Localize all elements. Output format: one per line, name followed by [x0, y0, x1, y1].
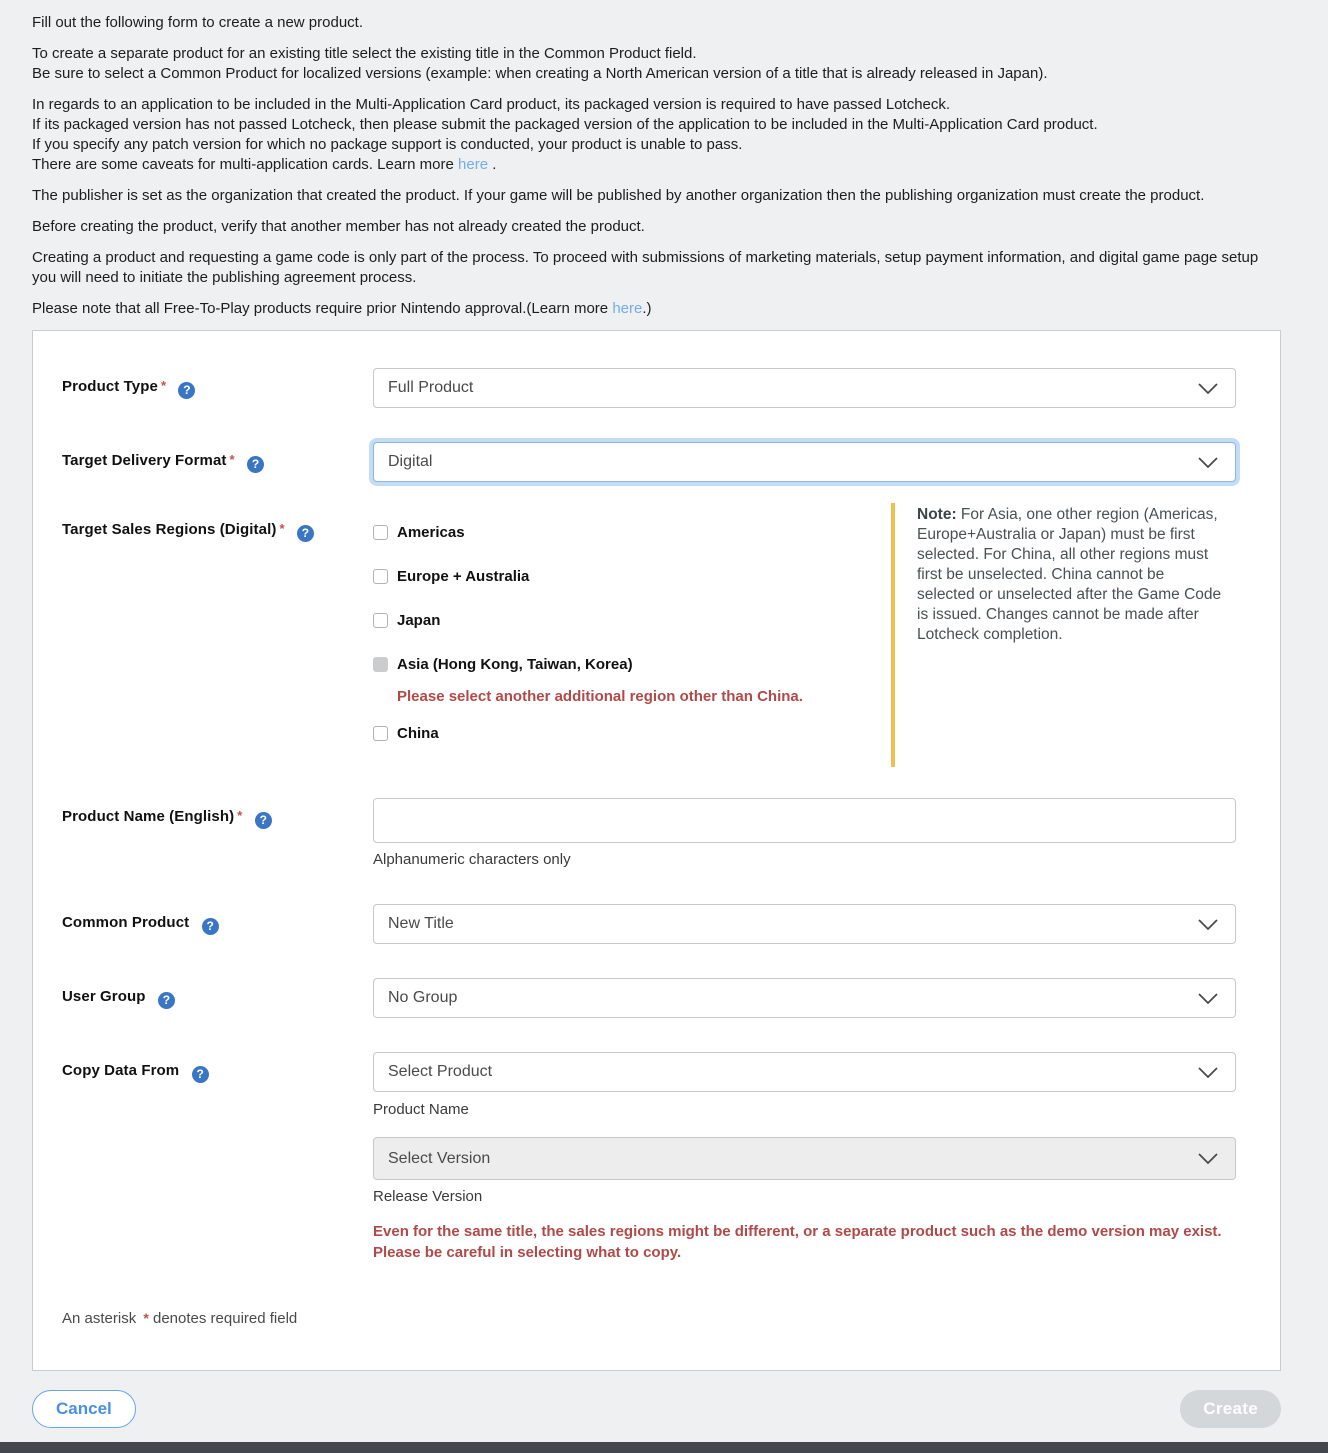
- regions-note: [891, 503, 1236, 767]
- form-row-user-group: [62, 978, 1236, 1018]
- copy-data-from-label: Copy Data From: [62, 1062, 180, 1079]
- intro-paragraph: [32, 13, 1281, 33]
- checkbox-label: Japan: [397, 611, 441, 629]
- user-group-label-cell: [62, 978, 373, 1018]
- copy-version-value: Select Version: [388, 1149, 491, 1167]
- form-row-product-type: [62, 368, 1236, 408]
- required-asterisk: *: [279, 521, 285, 536]
- chevron-down-icon: [1197, 1152, 1219, 1165]
- target-sales-regions-label: Target Sales Regions (Digital): [62, 521, 277, 538]
- product-name-input[interactable]: [373, 798, 1236, 843]
- checkbox-label: Asia (Hong Kong, Taiwan, Korea): [397, 655, 633, 673]
- target-delivery-format-label: Target Delivery Format: [62, 452, 227, 469]
- footer-bar: [0, 1442, 1328, 1453]
- product-type-value: Full Product: [388, 379, 474, 396]
- help-icon[interactable]: ?: [255, 812, 272, 829]
- help-icon[interactable]: ?: [297, 525, 314, 542]
- form-row-copy-data-from: [62, 1052, 1236, 1263]
- copy-product-select[interactable]: [373, 1052, 1236, 1092]
- checkbox-label: Americas: [397, 523, 465, 541]
- intro-paragraph: [32, 95, 1281, 175]
- user-group-select[interactable]: [373, 978, 1236, 1018]
- region-option-americas: [373, 522, 891, 542]
- region-option-europe-australia: [373, 566, 891, 586]
- chevron-down-icon: [1197, 1066, 1219, 1079]
- help-icon[interactable]: ?: [247, 456, 264, 473]
- form-row-common-product: [62, 904, 1236, 944]
- create-product-form: [32, 330, 1281, 1371]
- form-actions: [32, 1390, 1281, 1428]
- help-icon[interactable]: ?: [202, 918, 219, 935]
- intro-line: Be sure to select a Common Product for localized versions (example: when creating a North American version of a title that is already released in Japan).: [32, 65, 1048, 82]
- form-row-target-delivery-format: [62, 442, 1236, 482]
- note-title: Note:: [917, 506, 957, 523]
- required-asterisk: *: [237, 808, 243, 823]
- region-option-asia: [373, 654, 891, 674]
- checkbox-label: China: [397, 724, 439, 742]
- intro-line-with-link: [32, 155, 1281, 175]
- intro-paragraph: [32, 217, 1281, 237]
- intro-line: Fill out the following form to create a new product.: [32, 14, 363, 31]
- intro-line: To create a separate product for an existing title select the existing title in the Common Product field.: [32, 45, 697, 62]
- checkbox-japan[interactable]: [373, 613, 388, 628]
- chevron-down-icon: [1197, 456, 1219, 469]
- common-product-value: New Title: [388, 915, 454, 932]
- intro-line: Creating a product and requesting a game code is only part of the process. To proceed with submissions of marketing materials, setup payment information, and digital game page setup you will need to initiate the publishing agreement process.: [32, 249, 1259, 286]
- target-delivery-format-value: Digital: [388, 453, 433, 470]
- intro-line-text: There are some caveats for multi-application cards. Learn more: [32, 156, 454, 173]
- required-asterisk: *: [160, 378, 166, 393]
- checkbox-asia-disabled: [373, 657, 388, 672]
- common-product-label-cell: [62, 904, 373, 944]
- regions-checkbox-list: [373, 503, 891, 767]
- common-product-select[interactable]: [373, 904, 1236, 944]
- copy-version-select: [373, 1137, 1236, 1180]
- target-sales-regions-label-cell: [62, 503, 373, 767]
- product-type-select[interactable]: [373, 368, 1236, 408]
- create-button[interactable]: Create: [1180, 1390, 1281, 1428]
- product-type-label-cell: [62, 368, 373, 408]
- intro-paragraph: [32, 186, 1281, 206]
- region-option-china: [373, 723, 891, 743]
- form-row-product-name: [62, 798, 1236, 868]
- intro-line-suffix: .): [642, 300, 652, 317]
- product-type-label: Product Type: [62, 378, 158, 395]
- product-name-label: Product Name (English): [62, 808, 235, 825]
- intro-line: Before creating the product, verify that another member has not already created the product.: [32, 218, 645, 235]
- intro-paragraph: [32, 248, 1281, 288]
- product-name-helper: Alphanumeric characters only: [373, 851, 571, 868]
- help-icon[interactable]: ?: [158, 992, 175, 1009]
- cancel-button[interactable]: Cancel: [32, 1390, 136, 1428]
- checkbox-europe-australia[interactable]: [373, 569, 388, 584]
- intro-line: The publisher is set as the organization that created the product. If your game will be published by another organization then the publishing organization must create the product.: [32, 187, 1205, 204]
- required-asterisk: *: [143, 1310, 149, 1326]
- intro-line: If you specify any patch version for which no package support is conducted, your product is unable to pass.: [32, 136, 743, 153]
- common-product-label: Common Product: [62, 914, 190, 931]
- learn-more-link[interactable]: here: [612, 300, 643, 317]
- product-name-label-cell: [62, 798, 373, 868]
- copy-data-from-label-cell: [62, 1052, 373, 1263]
- intro-text: [32, 13, 1281, 319]
- user-group-value: No Group: [388, 989, 458, 1006]
- intro-paragraph: [32, 44, 1281, 84]
- note-body: For Asia, one other region (Americas, Europe+Australia or Japan) must be first selected. For China, all other regions must first be unselected. China cannot be selected or unselected after the Game Code is issued. Changes cannot be made after Lotcheck completion.: [917, 506, 1222, 643]
- chevron-down-icon: [1197, 918, 1219, 931]
- user-group-label: User Group: [62, 988, 146, 1005]
- required-note-prefix: An asterisk: [62, 1310, 137, 1327]
- form-row-target-sales-regions: [62, 503, 1236, 767]
- required-field-note: [62, 1310, 1236, 1327]
- intro-line: In regards to an application to be included in the Multi-Application Card product, its packaged version is required to have passed Lotcheck.: [32, 96, 951, 113]
- copy-product-caption: Product Name: [373, 1101, 469, 1118]
- copy-data-warning: Even for the same title, the sales regions might be different, or a separate product such as the demo version may exist. Please be careful in selecting what to copy.: [373, 1223, 1222, 1261]
- chevron-down-icon: [1197, 382, 1219, 395]
- target-delivery-format-label-cell: [62, 442, 373, 482]
- chevron-down-icon: [1197, 992, 1219, 1005]
- region-error-message: Please select another additional region other than China.: [397, 688, 803, 705]
- target-delivery-format-select[interactable]: [373, 442, 1236, 482]
- checkbox-label: Europe + Australia: [397, 567, 530, 585]
- help-icon[interactable]: ?: [192, 1066, 209, 1083]
- learn-more-link[interactable]: here: [458, 156, 489, 173]
- intro-paragraph: [32, 299, 1281, 319]
- checkbox-china[interactable]: [373, 726, 388, 741]
- intro-line-text: Please note that all Free-To-Play products require prior Nintendo approval.(Learn more: [32, 300, 609, 317]
- copy-product-value: Select Product: [388, 1063, 493, 1080]
- intro-line-suffix: .: [492, 156, 497, 173]
- region-option-japan: [373, 610, 891, 630]
- copy-version-caption: Release Version: [373, 1188, 483, 1205]
- intro-line: If its packaged version has not passed Lotcheck, then please submit the packaged version of the application to be included in the Multi-Application Card product.: [32, 116, 1098, 133]
- checkbox-americas[interactable]: [373, 525, 388, 540]
- required-asterisk: *: [229, 452, 235, 467]
- help-icon[interactable]: ?: [178, 382, 195, 399]
- required-note-suffix: denotes required field: [153, 1310, 298, 1327]
